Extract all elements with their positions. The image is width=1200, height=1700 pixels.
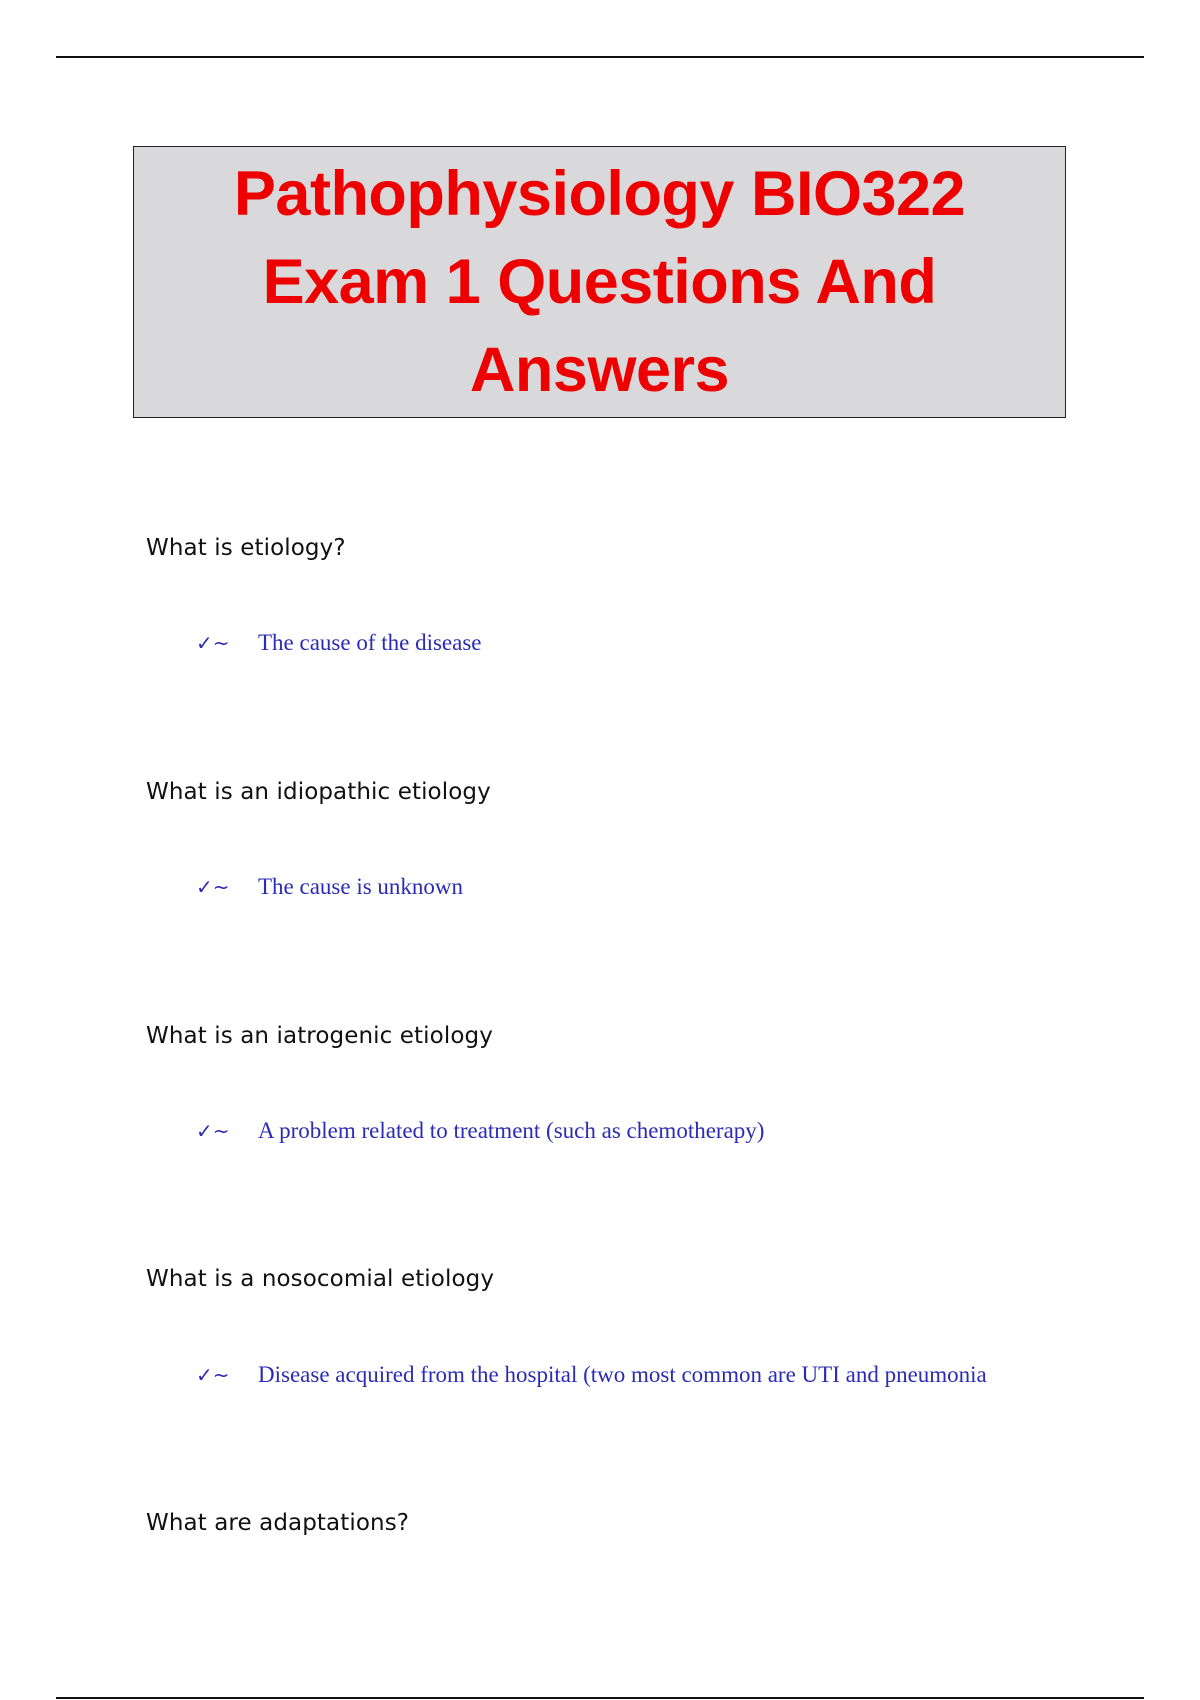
question-4: What is a nosocomial etiology [146, 1266, 495, 1292]
answer-text: The cause is unknown [258, 874, 464, 899]
title-line-1: Pathophysiology BIO322 [233, 159, 966, 229]
answer-text: Disease acquired from the hospital (two most common are UTI and pneumonia [258, 1362, 987, 1387]
answer-text: The cause of the disease [258, 630, 482, 655]
answer-2 [196, 874, 463, 900]
question-2: What is an idiopathic etiology [146, 779, 491, 805]
bottom-rule [56, 1697, 1144, 1699]
checkmark-icon: ✓~ [196, 875, 230, 899]
answer-4 [196, 1362, 987, 1388]
question-1: What is etiology? [146, 535, 346, 561]
answer-text: A problem related to treatment (such as chemotherapy) [258, 1118, 765, 1143]
question-3: What is an iatrogenic etiology [146, 1023, 493, 1049]
answer-1 [196, 630, 482, 656]
title-line-2: Exam 1 Questions And [262, 247, 937, 317]
checkmark-icon: ✓~ [196, 1119, 230, 1143]
question-5: What are adaptations? [146, 1510, 410, 1536]
checkmark-icon: ✓~ [196, 631, 230, 655]
checkmark-icon: ✓~ [196, 1363, 230, 1387]
title-line-3: Answers [469, 335, 730, 405]
answer-3 [196, 1118, 764, 1144]
